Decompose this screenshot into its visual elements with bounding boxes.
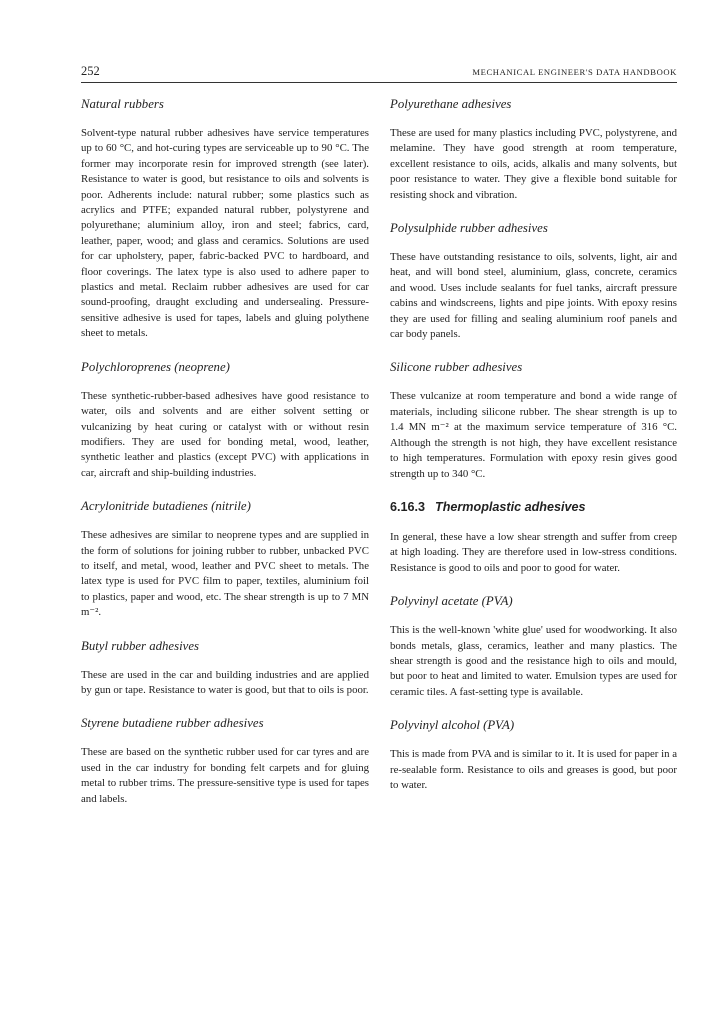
- page-number: 252: [81, 64, 100, 78]
- section-silicone-rubber: [390, 359, 677, 481]
- section-polyvinyl-acetate: [390, 593, 677, 700]
- section-acrylonitride-butadienes: [81, 498, 369, 620]
- page-header: [81, 62, 677, 83]
- section-body: This is the well-known 'white glue' used for woodworking. It also bonds metals, glass, ceramics, leather and many plastics. The shear strength is good and the resistance high to oils and mould, but poor to heat and limited to water. Emulsion types are used for ceramic tiles. A fast-setting type is available.: [390, 624, 677, 698]
- section-polyvinyl-alcohol: [390, 717, 677, 793]
- section-number: 6.16.3: [390, 499, 426, 514]
- section-body: These are used in the car and building industries and are applied by gun or tape. Resistance to water is good, but that to oils is poor.: [81, 668, 369, 696]
- section-body: These vulcanize at room temperature and bond a wide range of materials, including silicone rubber. The shear strength is up to 1.4 MN m⁻² at the maximum service temperature of 316 °C. Although the strength is not high, they have excellent resistance to high temperatures. Formulation with epoxy resin gives good strength up to 340 °C.: [390, 390, 677, 480]
- section-title: Silicone rubber adhesives: [390, 360, 523, 375]
- section-styrene-butadiene: [81, 715, 369, 807]
- section-natural-rubbers: [81, 96, 369, 342]
- section-heading-title: Thermoplastic adhesives: [435, 499, 586, 514]
- section-body: These adhesives are similar to neoprene types and are supplied in the form of solutions for joining rubber to rubber, unbacked PVC to itself, and metal, wood, leather and PVC sheet to metals. The latex type is used for PVC film to paper, textiles, aluminium foil to plastics, paper and wood, etc. The shear strength is up to 7 MN m⁻².: [81, 529, 369, 619]
- section-thermoplastic-adhesives: [390, 499, 677, 576]
- section-body: Solvent-type natural rubber adhesives have service temperatures up to 60 °C, and hot-curing types are serviceable up to 90 °C. The former may incorporate resin for improved strength (see later). Resistance to water is good, but resistance to oils and solvents is poor. Adherents include: natural rubber; some plastics such as acrylics and PTFE; expanded natural rubber, polystyrene and polyurethane; aluminium alloy, iron and steel; fabrics, card, leather, paper, wood; and glass and ceramics. Solutions are used for car upholstery, paper, fabric-backed PVC to hardboard, and floor coverings. The latex type is also used to adhere paper to plastics and metal. Reclaim rubber adhesives are used for car sound-proofing, draught excluding and undersealing. Pressure-sensitive adhesive is used for tapes, labels and gluing polythene sheet to metals.: [81, 127, 369, 340]
- section-title: Polyvinyl alcohol (PVA): [390, 718, 515, 733]
- section-title: Butyl rubber adhesives: [81, 638, 199, 653]
- section-butyl-rubber: [81, 638, 369, 699]
- section-body: These are used for many plastics including PVC, polystyrene, and melamine. They have good strength at room temperature, excellent resistance to oils, acids, alkalis and many solvents, but poor resistance to water. They give a flexible bond suitable for resisting shock and vibration.: [390, 127, 677, 201]
- section-title: Polysulphide rubber adhesives: [390, 221, 548, 236]
- right-column: [390, 96, 677, 810]
- section-title: Polyurethane adhesives: [390, 97, 512, 111]
- section-body: These are based on the synthetic rubber used for car tyres and are used in the car industry for bonding felt carpets and for gluing metal to rubber trims. The pressure-sensitive type is used for tapes and labels.: [81, 746, 369, 805]
- section-polychloroprenes: [81, 359, 369, 481]
- section-title: Polychloroprenes (neoprene): [81, 359, 230, 374]
- section-body: These synthetic-rubber-based adhesives have good resistance to water, oils and solvents and are either solvent setting or vulcanizing by heat curing or catalyst with or without resin modifiers. They are used for bonding metal, wood, leather, synthetic leather and plastics (except PVC) with applications in car, aircraft and ship-building industries.: [81, 389, 369, 479]
- section-title: Acrylonitride butadienes (nitrile): [81, 499, 251, 514]
- major-section-heading: [390, 499, 677, 516]
- section-polysulphide: [390, 220, 677, 342]
- running-title: MECHANICAL ENGINEER'S DATA HANDBOOK: [472, 67, 677, 77]
- section-body: These have outstanding resistance to oils, solvents, light, air and heat, and will bond steel, aluminium, glass, concrete, ceramics and wood. Uses include sealants for fuel tanks, aircraft pressure cabins and windscreens, lights and pipe joints. With epoxy resins they are used for filling and sealing aluminium roof panels and car body panels.: [390, 251, 677, 341]
- section-body: This is made from PVA and is similar to it. It is used for paper in a re-sealable form. Resistance to oils and greases is good, but poor to water.: [390, 748, 677, 791]
- section-polyurethane: [390, 96, 677, 203]
- section-title: Styrene butadiene rubber adhesives: [81, 716, 264, 731]
- left-column: [81, 96, 369, 824]
- section-title: Natural rubbers: [81, 97, 164, 111]
- section-title: Polyvinyl acetate (PVA): [390, 594, 513, 609]
- section-body: In general, these have a low shear strength and suffer from creep at high loading. They are therefore used in low-stress conditions. Resistance is good to oils and poor to good for water.: [390, 530, 677, 574]
